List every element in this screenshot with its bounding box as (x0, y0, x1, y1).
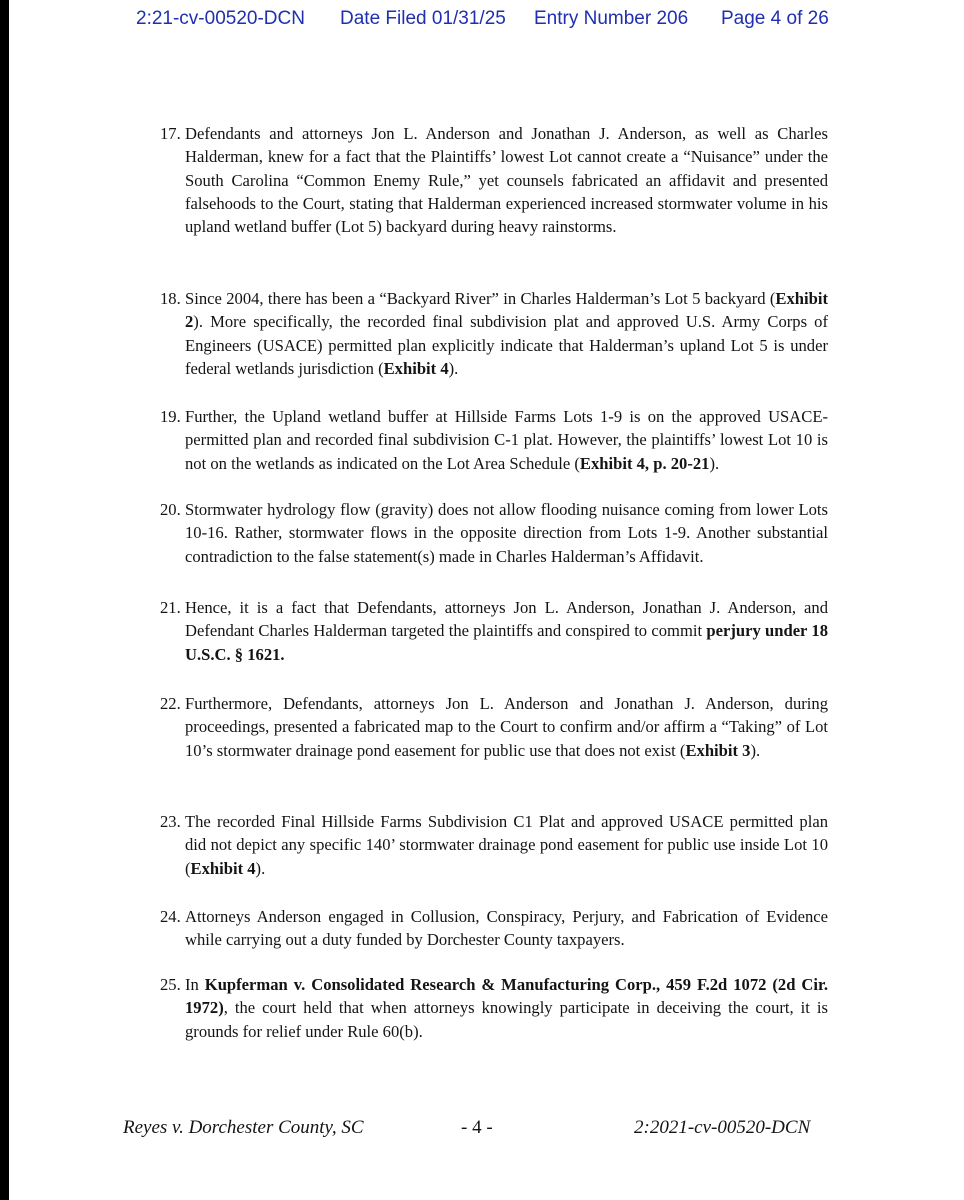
text-segment: ). (750, 740, 761, 760)
paragraph-number: 18. (160, 289, 181, 308)
paragraph-24 (160, 905, 828, 952)
text-segment: Hence, it is a fact that Defendants, attorneys Jon L. Anderson, Jonathan J. Anderson, and Defendant Charles Halderman targeted the plaintiffs and conspired to commit (185, 598, 828, 641)
paragraph-20 (160, 498, 828, 568)
exhibit-reference: Exhibit 2 (185, 289, 828, 332)
paragraph-text (185, 122, 828, 238)
paragraph-text (185, 905, 828, 952)
paragraph-number: 21. (160, 598, 181, 617)
paragraph-22 (160, 692, 828, 762)
text-segment: Further, the Upland wetland buffer at Hillside Farms Lots 1-9 is on the approved USACE-permitted plan and recorded final subdivision C-1 plat. However, the plaintiffs’ lowest Lot 10 is not on the wetlands as indicated on the Lot Area Schedule ( (185, 407, 828, 473)
header-case-number: 2:21-cv-00520-DCN (136, 8, 305, 29)
footer-case-caption: Reyes v. Dorchester County, SC (123, 1117, 364, 1138)
header-page-of: Page 4 of 26 (721, 8, 829, 29)
exhibit-reference: Exhibit 4 (190, 858, 256, 878)
text-segment: ). More specifically, the recorded final subdivision plat and approved U.S. Army Corps of Engineers (USACE) permitted plan explicitly indicate that Halderman’s upland Lot 5 is under federal wetlands jurisdiction ( (185, 312, 828, 378)
paragraph-number: 23. (160, 812, 181, 831)
footer-case-number: 2:2021-cv-00520-DCN (634, 1117, 811, 1138)
paragraph-number: 19. (160, 407, 181, 426)
exhibit-reference: Exhibit 4 (383, 358, 449, 378)
text-segment: Attorneys Anderson engaged in Collusion, Conspiracy, Perjury, and Fabrication of Evidence while carrying out a duty funded by Dorchester County taxpayers. (185, 907, 828, 950)
left-edge-bar (0, 0, 9, 1200)
paragraph-21 (160, 596, 828, 666)
text-segment: ). (709, 453, 720, 473)
text-segment: ). (448, 358, 459, 378)
text-segment: , the court held that when attorneys knowingly participate in deceiving the court, it is grounds for relief under Rule 60(b). (185, 998, 828, 1041)
paragraph-text (185, 287, 828, 380)
filing-header (0, 0, 964, 38)
footer-page-number: - 4 - (461, 1117, 493, 1138)
paragraph-17 (160, 122, 828, 238)
paragraph-25 (160, 973, 828, 1043)
paragraph-number: 20. (160, 500, 181, 519)
exhibit-reference: Exhibit 3 (685, 740, 751, 760)
header-date-filed: Date Filed 01/31/25 (340, 8, 506, 29)
paragraph-23 (160, 810, 828, 880)
text-segment: Since 2004, there has been a “Backyard River” in Charles Halderman’s Lot 5 backyard ( (185, 289, 776, 308)
paragraph-text (185, 810, 828, 880)
paragraph-number: 25. (160, 975, 181, 994)
paragraph-number: 24. (160, 907, 181, 926)
paragraph-19 (160, 405, 828, 475)
paragraph-text (185, 596, 828, 666)
text-segment: Furthermore, Defendants, attorneys Jon L. Anderson and Jonathan J. Anderson, during proceedings, presented a fabricated map to the Court to confirm and/or affirm a “Taking” of Lot 10’s stormwater drainage pond easement for public use that does not exist ( (185, 694, 828, 760)
text-segment: In (185, 975, 205, 994)
paragraph-18 (160, 287, 828, 380)
text-segment: Stormwater hydrology flow (gravity) does not allow flooding nuisance coming from lower Lots 10-16. Rather, stormwater flows in the opposite direction from Lots 1-9. Another substantial contradiction to the false statement(s) made in Charles Halderman’s Affidavit. (185, 500, 828, 566)
case-citation: Kupferman v. Consolidated Research & Manufacturing Corp., 459 F.2d 1072 (2d Cir. 1972) (185, 975, 828, 1018)
text-segment: Defendants and attorneys Jon L. Anderson and Jonathan J. Anderson, as well as Charles Halderman, knew for a fact that the Plaintiffs’ lowest Lot cannot create a “Nuisance” under the South Carolina “Common Enemy Rule,” yet counsels fabricated an affidavit and presented falsehoods to the Court, stating that Halderman experienced increased stormwater volume in his upland wetland buffer (Lot 5) backyard during heavy rainstorms. (185, 124, 828, 237)
paragraph-text (185, 405, 828, 475)
exhibit-reference: Exhibit 4, p. 20-21 (579, 453, 710, 473)
statute-reference: perjury under 18 U.S.C. § 1621. (185, 621, 828, 664)
paragraph-text (185, 498, 828, 568)
text-segment: The recorded Final Hillside Farms Subdivision C1 Plat and approved USACE permitted plan did not depict any specific 140’ stormwater drainage pond easement for public use inside Lot 10 ( (185, 812, 828, 878)
paragraph-number: 17. (160, 124, 181, 143)
paragraph-text (185, 692, 828, 762)
text-segment: ). (255, 858, 266, 878)
header-entry-number: Entry Number 206 (534, 8, 689, 29)
paragraph-number: 22. (160, 694, 181, 713)
paragraph-text (185, 973, 828, 1043)
